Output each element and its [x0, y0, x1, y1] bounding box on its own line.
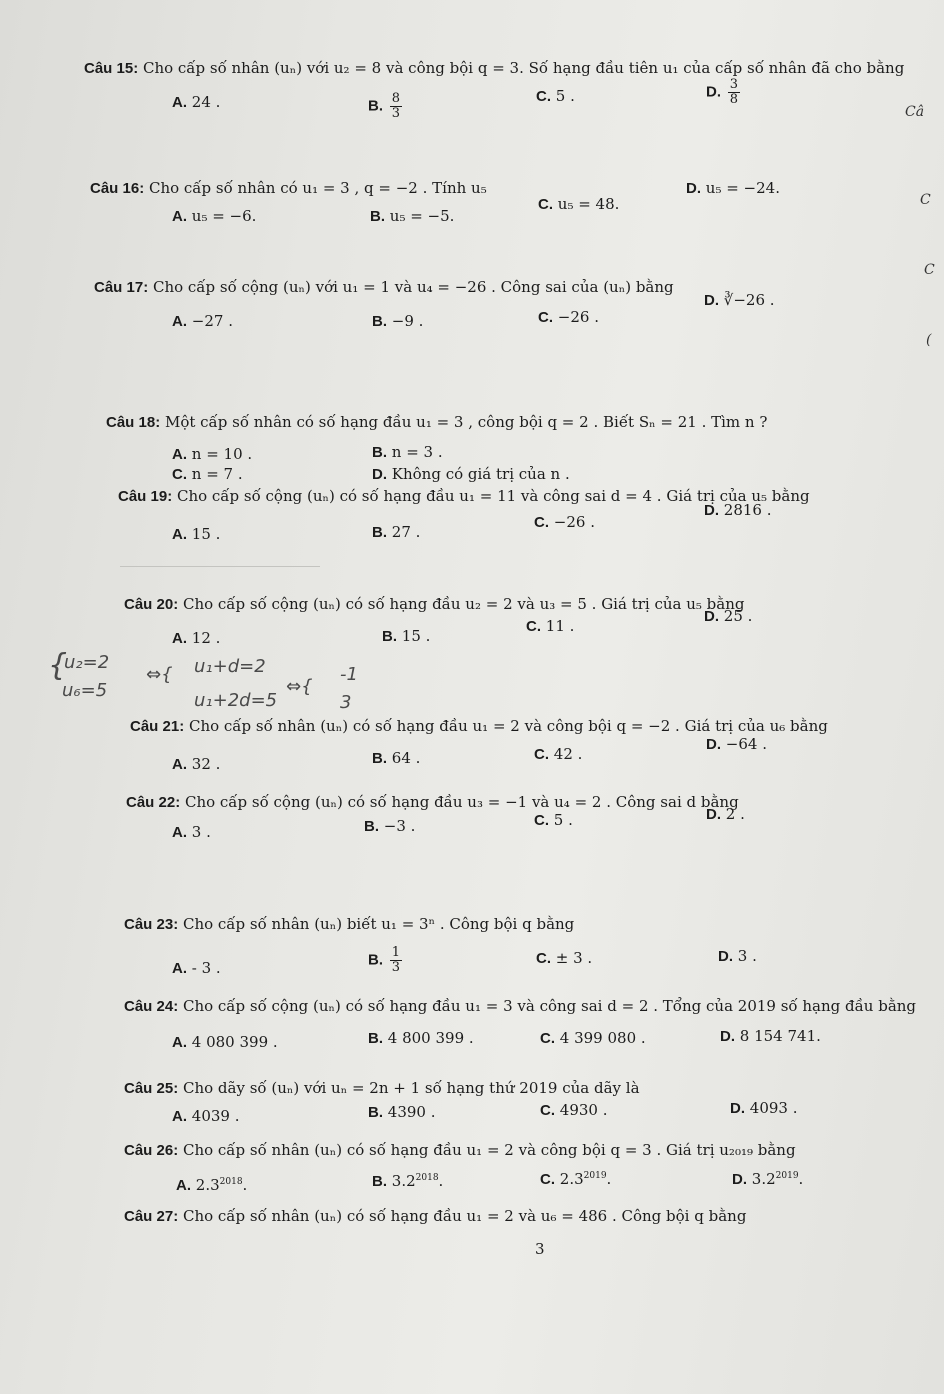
- q19-option-c[interactable]: C. −26 .: [534, 513, 595, 531]
- q23-option-a[interactable]: A. - 3 .: [172, 959, 221, 977]
- q18-option-a[interactable]: A. n = 10 .: [172, 445, 253, 463]
- question-20: Câu 20: Cho cấp số cộng (uₙ) có số hạng đầu u₂ = 2 và u₃ = 5 . Giá trị của u₅ bằng: [124, 595, 745, 613]
- question-17: Câu 17: Cho cấp số cộng (uₙ) với u₁ = 1 và u₄ = −26 . Công sai của (uₙ) bằng: [94, 278, 674, 296]
- q19-option-a[interactable]: A. 15 .: [172, 525, 221, 543]
- q26-option-c[interactable]: C. $2.3^{2019}$.: [540, 1170, 612, 1188]
- q21-option-b[interactable]: B. 64 .: [372, 749, 421, 767]
- q15-option-a[interactable]: A. 24 .: [172, 93, 221, 111]
- edge-text: C: [920, 192, 931, 208]
- question-19: Câu 19: Cho cấp số cộng (uₙ) có số hạng đầu u₁ = 11 và công sai d = 4 . Giá trị của u₅ bằng: [118, 487, 810, 505]
- q22-option-a[interactable]: A. 3 .: [172, 823, 211, 841]
- question-24: Câu 24: Cho cấp số cộng (uₙ) có số hạng đầu u₁ = 3 và công sai d = 2 . Tổng của 2019 số hạng đầu bằng: [124, 997, 917, 1015]
- q20-option-b[interactable]: B. 15 .: [382, 627, 431, 645]
- q25-option-a[interactable]: A. 4039 .: [172, 1107, 240, 1125]
- q16-option-b[interactable]: B. u₅ = −5.: [370, 207, 455, 225]
- q23-option-d[interactable]: D. 3 .: [718, 947, 757, 965]
- question-23: Câu 23: Cho cấp số nhân (uₙ) biết u₁ = 3ⁿ . Công bội q bằng: [124, 915, 575, 933]
- q16-option-a[interactable]: A. u₅ = −6.: [172, 207, 257, 225]
- question-27: Câu 27: Cho cấp số nhân (uₙ) có số hạng đầu u₁ = 2 và u₆ = 486 . Công bội q bằng: [124, 1207, 747, 1225]
- q22-option-c[interactable]: C. 5 .: [534, 811, 573, 829]
- q17-option-a[interactable]: A. −27 .: [172, 312, 233, 330]
- q22-option-d[interactable]: D. 2 .: [706, 805, 745, 823]
- q18-option-c[interactable]: C. n = 7 .: [172, 465, 243, 483]
- q23-option-b[interactable]: B. $\frac{1}{3}$: [368, 945, 401, 975]
- q20-option-c[interactable]: C. 11 .: [526, 617, 575, 635]
- question-25: Câu 25: Cho dãy số (uₙ) với uₙ = 2n + 1 số hạng thứ 2019 của dãy là: [124, 1079, 640, 1097]
- q16-option-d[interactable]: D. u₅ = −24.: [686, 179, 780, 197]
- q19-option-d[interactable]: D. 2816 .: [704, 501, 772, 519]
- page-number: 3: [535, 1240, 545, 1258]
- question-21: Câu 21: Cho cấp số nhân (uₙ) có số hạng đầu u₁ = 2 và công bội q = −2 . Giá trị của u₆ bằng: [130, 717, 828, 735]
- q17-option-d[interactable]: D. ∛−26 .: [704, 291, 775, 309]
- q15-option-b[interactable]: B. $\frac{8}{3}$: [368, 91, 401, 121]
- q15-option-d[interactable]: D. $\frac{3}{8}$: [706, 77, 739, 107]
- q23-option-c[interactable]: C. ± 3 .: [536, 949, 593, 967]
- q26-option-d[interactable]: D. $3.2^{2019}$.: [732, 1170, 804, 1188]
- q24-option-a[interactable]: A. 4 080 399 .: [172, 1033, 278, 1051]
- q24-option-b[interactable]: B. 4 800 399 .: [368, 1029, 474, 1047]
- divider: [120, 566, 320, 567]
- q20-option-d[interactable]: D. 25 .: [704, 607, 753, 625]
- q25-option-d[interactable]: D. 4093 .: [730, 1099, 798, 1117]
- q21-option-a[interactable]: A. 32 .: [172, 755, 221, 773]
- q16-option-c[interactable]: C. u₅ = 48.: [538, 195, 620, 213]
- q17-option-b[interactable]: B. −9 .: [372, 312, 424, 330]
- q15-option-c[interactable]: C. 5 .: [536, 87, 575, 105]
- q24-option-d[interactable]: D. 8 154 741.: [720, 1027, 821, 1045]
- question-22: Câu 22: Cho cấp số cộng (uₙ) có số hạng đầu u₃ = −1 và u₄ = 2 . Công sai d bằng: [126, 793, 739, 811]
- question-16: Câu 16: Cho cấp số nhân có u₁ = 3 , q = −2 . Tính u₅: [90, 179, 487, 197]
- q19-option-b[interactable]: B. 27 .: [372, 523, 421, 541]
- q17-option-c[interactable]: C. −26 .: [538, 308, 599, 326]
- q21-option-c[interactable]: C. 42 .: [534, 745, 583, 763]
- q26-option-a[interactable]: A. $2.3^{2018}$.: [176, 1176, 248, 1194]
- q20-option-a[interactable]: A. 12 .: [172, 629, 221, 647]
- exam-page: Câu 15: Cho cấp số nhân (uₙ) với u₂ = 8 và công bội q = 3. Số hạng đầu tiên u₁ của cấp số nhân đã cho bằng A. 24 . B. $\frac{8}{3}$ C. 5 . D. $\frac{3}{8}$ Câ Câu 16: Cho cấp số nhân có u₁ = 3 , q = −2 . Tính u₅ A. u₅ = −6. B. u₅ = −5. C. u₅ = 48. D. u₅ = −24. C Câu 17: Cho cấp số cộng (uₙ) với u₁ = 1 và u₄ = −26 . Công sai của (uₙ) bằng A. −27 . B. −9 . C. −26 . D. ∛−26 . C ( Câu 18: Một cấp số nhân có số hạng đầu u₁ = 3 , công bội q = 2 . Biết Sₙ = 21 . Tìm n ? A. n = 10 . B. n = 3 . C. n = 7 . D. Không có giá trị của n . Câu 19: Cho cấp số cộng (uₙ) có số hạng đầu u₁ = 11 và công sai d = 4 . Giá trị của u₅ bằng A. 15 . B. 27 . C. −26 . D. 2816 . Câu 20: Cho cấp số cộng (uₙ) có số hạng đầu u₂ = 2 và u₃ = 5 . Giá trị của u₅ bằng A. 12 . B. 15 . C. 11 . D. 25 . { u₂=2 u₆=5 ⇔{ u₁+d=2 u₁+2d=5 ⇔{ -1 3 Câu 21: Cho cấp số nhân (uₙ) có số hạng đầu u₁ = 2 và công bội q = −2 . Giá trị của u₆ bằng A. 32 . B. 64 . C. 42 . D. −64 . Câu 22: Cho cấp số cộng (uₙ) có số hạng đầu u₃ = −1 và u₄ = 2 . Công sai d bằng A. 3 . B. −3 . C. 5 . D. 2 . Câu 23: Cho cấp số nhân (uₙ) biết u₁ = 3ⁿ . Công bội q bằng A. - 3 . B. $\frac{1}{3}$ C. ± 3 . D. 3 . Câu 24: Cho cấp số cộng (uₙ) có số hạng đầu u₁ = 3 và công sai d = 2 . Tổng của 2019 số hạng đầu bằng A. 4 080 399 . B. 4 800 399 . C. 4 399 080 . D. 8 154 741. Câu 25: Cho dãy số (uₙ) với uₙ = 2n + 1 số hạng thứ 2019 của dãy là A. 4039 . B. 4390 . C. 4930 . D. 4093 . Câu 26: Cho cấp số nhân (uₙ) có số hạng đầu u₁ = 2 và công bội q = 3 . Giá trị u₂₀₁₉ bằng A. $2.3^{2018}$. B. $3.2^{2018}$. C. $2.3^{2019}$. D. $3.2^{2019}$. Câu 27: Cho cấp số nhân (uₙ) có số hạng đầu u₁ = 2 và u₆ = 486 . Công bội q bằng 3: [48, 59, 935, 1258]
- edge-text: C: [924, 262, 935, 278]
- edge-text: (: [926, 332, 932, 348]
- q22-option-b[interactable]: B. −3 .: [364, 817, 416, 835]
- edge-text: Câ: [905, 104, 925, 120]
- q18-option-d[interactable]: D. Không có giá trị của n .: [372, 465, 570, 483]
- question-15: Câu 15: Cho cấp số nhân (uₙ) với u₂ = 8 và công bội q = 3. Số hạng đầu tiên u₁ của cấp số nhân đã cho bằng: [84, 59, 905, 77]
- q25-option-b[interactable]: B. 4390 .: [368, 1103, 436, 1121]
- question-18: Câu 18: Một cấp số nhân có số hạng đầu u₁ = 3 , công bội q = 2 . Biết Sₙ = 21 . Tìm n ?: [106, 413, 768, 431]
- q24-option-c[interactable]: C. 4 399 080 .: [540, 1029, 646, 1047]
- q26-option-b[interactable]: B. $3.2^{2018}$.: [372, 1172, 444, 1190]
- q21-option-d[interactable]: D. −64 .: [706, 735, 767, 753]
- q18-option-b[interactable]: B. n = 3 .: [372, 443, 443, 461]
- question-26: Câu 26: Cho cấp số nhân (uₙ) có số hạng đầu u₁ = 2 và công bội q = 3 . Giá trị u₂₀₁₉ bằng: [124, 1141, 796, 1159]
- q25-option-c[interactable]: C. 4930 .: [540, 1101, 608, 1119]
